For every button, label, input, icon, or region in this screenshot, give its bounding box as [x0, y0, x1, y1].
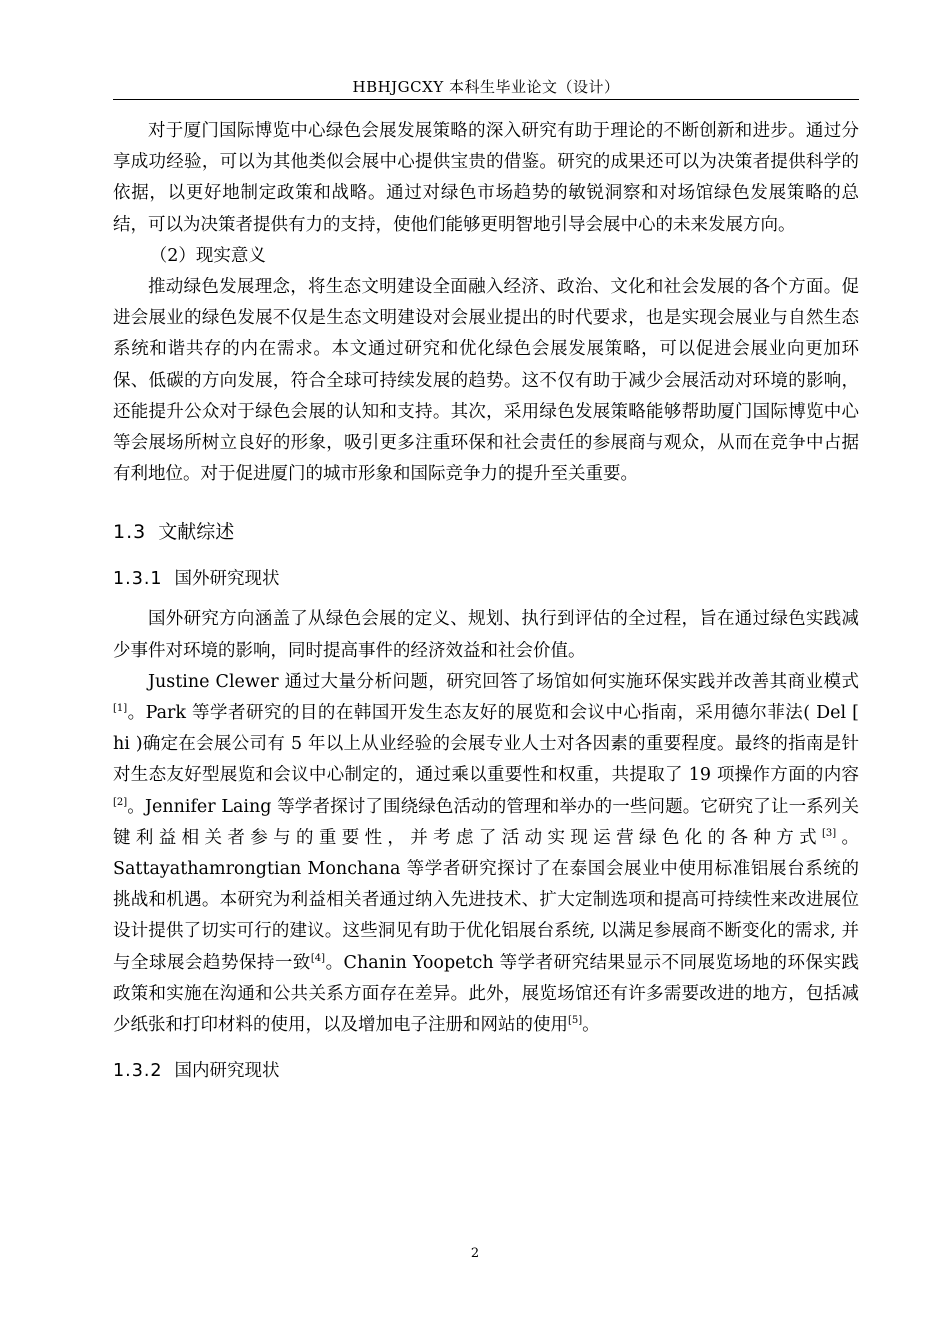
subsection-heading-foreign-research [113, 565, 859, 593]
citation-4: [4] [310, 952, 326, 964]
paragraph-foreign-studies [113, 667, 859, 1041]
page-number: 2 [470, 1246, 480, 1261]
subsection-label-practical: （2）现实意义 [149, 245, 266, 266]
paragraph-foreign-overview: 国外研究方向涵盖了从绿色会展的定义、规划、执行到评估的全过程，旨在通过绿色实践减少事件对环境的影响，同时提高事件的经济效益和社会价值。 [113, 609, 859, 661]
section-heading-literature-review [113, 518, 859, 546]
paragraph-theory-significance: 对于厦门国际博览中心绿色会展发展策略的深入研究有助于理论的不断创新和进步。通过分享成功经验，可以为其他类似会展中心提供宝贵的借鉴。研究的成果还可以为决策者提供科学的依据，以更好地制定政策和战略。通过对绿色市场趋势的敏锐洞察和对场馆绿色发展策略的总结，可以为决策者提供有力的支持，使他们能够更明智地引导会展中心的未来发展方向。 [113, 121, 859, 235]
subsection-number: 1.3.1 [113, 569, 163, 590]
paragraph-practical-significance: 推动绿色发展理念，将生态文明建设全面融入经济、政治、文化和社会发展的各个方面。促进会展业的绿色发展不仅是生态文明建设对会展业提出的时代要求，也是实现会展业与自然生态系统和谐共存的内在需求。本文通过研究和优化绿色会展发展策略，可以促进会展业向更加环保、低碳的方向发展，符合全球可持续发展的趋势。这不仅有助于减少会展活动对环境的影响，还能提升公众对于绿色会展的认知和支持。其次，采用绿色发展策略能够帮助厦门国际博览中心等会展场所树立良好的形象，吸引更多注重环保和社会责任的参展商与观众，从而在竞争中占据有利地位。对于促进厦门的城市形象和国际竞争力的提升至关重要。 [113, 277, 859, 485]
citation-5: [5] [568, 1015, 583, 1027]
running-header: HBHJGCXY 本科生毕业论文（设计） [352, 78, 620, 96]
text-run: 。Jennifer Laing 等学者探讨了围绕绿色活动的管理和举办的一些问题。它研究了让一系列关键利益相关者参与的重要性，并考虑了活动实现运营绿色化的各种方式 [113, 796, 859, 848]
header-rule [113, 99, 859, 100]
subsection-title: 国外研究现状 [174, 569, 280, 590]
text-run: 。Sattayathamrongtian Monchana 等学者研究探讨了在泰国会展业中使用标准铝展台系统的挑战和机遇。本研究为利益相关者通过纳入先进技术、扩大定制选项和提高可持续性来改进展位设计提供了切实可行的建议。这些洞见有助于优化铝展台系统, 以满足参展商不断变化的需求, 并与全球展会趋势保持一致 [113, 827, 860, 973]
text-run: Justine Clewer 通过大量分析问题，研究回答了场馆如何实施环保实践并改善其商业模式 [148, 671, 859, 692]
section-number: 1.3 [113, 521, 147, 544]
document-body [113, 116, 859, 1085]
subsection-title: 国内研究现状 [174, 1061, 280, 1082]
text-run: 。Chanin Yoopetch 等学者研究结果显示不同展览场地的环保实践政策和实施在沟通和公共关系方面存在差异。此外，展览场馆还有许多需要改进的地方，包括减少纸张和打印材料的使用，以及增加电子注册和网站的使用 [113, 952, 860, 1036]
subsection-heading-domestic-research [113, 1057, 859, 1085]
citation-3: [3] [821, 827, 837, 839]
citation-2: [2] [113, 796, 128, 808]
text-run: 。Park 等学者研究的目的在韩国开发生态友好的展览和会议中心指南，采用德尔菲法( Del [ hi )确定在会展公司有 5 年以上从业经验的会展专业人士对各因素的重要程度。最终的指南是针对生态友好型展览和会议中心制定的，通过乘以重要性和权重，共提取了 19 项操作方面的内容 [113, 703, 859, 786]
citation-1: [1] [113, 703, 128, 715]
section-title: 文献综述 [158, 521, 235, 544]
text-run: 。 [582, 1015, 600, 1036]
subsection-number: 1.3.2 [113, 1061, 163, 1082]
